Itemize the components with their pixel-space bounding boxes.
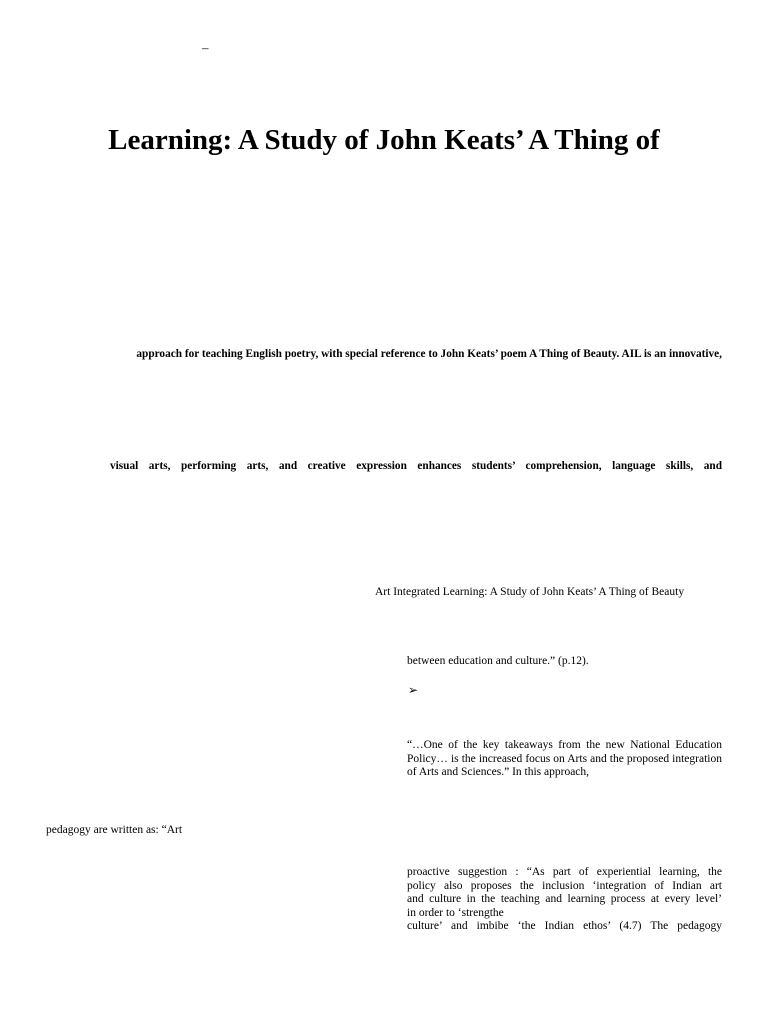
- paragraph-line: culture’ and imbibe ‘the Indian ethos’ (4.7) The pedagogy: [407, 920, 722, 932]
- header-dash: –: [202, 40, 209, 55]
- column-line-education-culture: between education and culture.” (p.12).: [407, 655, 589, 667]
- page-title: Learning: A Study of John Keats’ A Thing of: [108, 124, 660, 156]
- abstract-line-2: visual arts, performing arts, and creative expression enhances students’ comprehension, language skills, and: [110, 460, 722, 472]
- nep-quote-paragraph: “…One of the key takeaways from the new National Education Policy… is the increased focus on Arts and the proposed integration of Arts and Sciences.” In this approach,: [407, 739, 722, 778]
- paragraph-line: and culture in the teaching and learning process at every level’: [407, 893, 722, 905]
- arrow-bullet-icon: ➢: [408, 683, 419, 697]
- paragraph-line: policy also proposes the inclusion ‘integration of Indian art: [407, 879, 722, 892]
- running-head: Art Integrated Learning: A Study of John Keats’ A Thing of Beauty: [375, 586, 685, 598]
- paragraph-line: proactive suggestion : “As part of experiential learning, the: [407, 866, 722, 878]
- paragraph-line: in order to ‘strengthe: [407, 906, 504, 919]
- abstract-line-1: approach for teaching English poetry, with special reference to John Keats’ poem A Thing of Beauty. AIL is an innovative,: [136, 348, 722, 360]
- experiential-learning-paragraph: [407, 866, 722, 934]
- left-column-fragment: pedagogy are written as: “Art: [46, 824, 183, 836]
